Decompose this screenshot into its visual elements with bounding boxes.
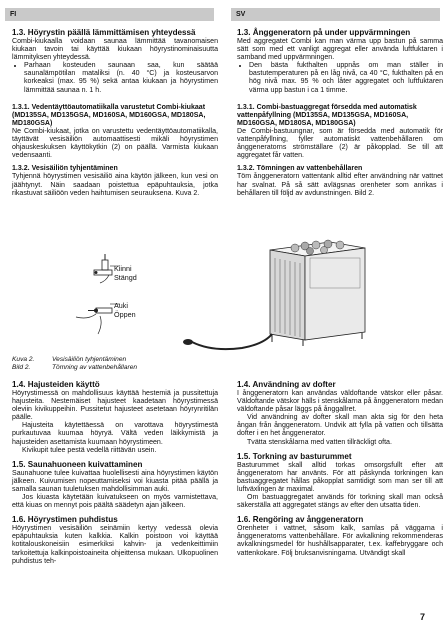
caption-sv-text: Tömning av vattenbehållaren [52,363,138,371]
label-closed-sv: Stängd [114,272,137,282]
label-open [114,302,136,319]
section-1-4-text2-sv: Vid användning av dofter skall man akta sig för den heta ångan från ånggeneratorn. Undvik att fylla på vatten och tillsätta dofter i en het ånggenerator. [237,414,443,438]
caption-fi-text: Vesisäiliön tyhjentäminen [52,356,127,363]
language-tab-fi-label: FI [10,11,17,18]
section-1-5-text2-sv: Om bastuaggregatet används för torkning skall man också säkerställa att aggregatet stängs av efter den utsatta tiden. [237,494,443,510]
swedish-column-upper [237,28,443,198]
finnish-column-lower [12,380,218,566]
section-1-4-text1-sv: I ånggeneratorn kan användas väldoftande vätskor eller påsar. Väldoftande vätskor hälls i stenskålarna på ånggeneratorn medan väldoftande påsar läggs på ånggallret. [237,390,443,414]
caption-fi-label: Kuva 2. [12,356,35,363]
section-1-4-text2-fi: Hajusteita käytettäessä on varottava höyrystimestä purkautuvaa kuumaa höyryä. Vältä veden läikkymistä ja hajusteiden asettamista kuumaan höyrystimeen. [12,422,218,446]
language-tab-fi [5,8,214,21]
figure-caption [12,356,137,371]
label-closed-fi: Kiinni [114,264,132,273]
section-1-3-text-sv: Med aggregatet Combi kan man värma upp bastun på samma sätt som med ett vanligt aggregat eller använda luftfuktaren i samband med uppvärmningen. [237,38,443,62]
finnish-column-upper [12,28,218,198]
section-1-3-1-title-fi: 1.3.1. Vedentäyttöautomatiikalla varustetut Combi-kiukaat (MD135SA, MD135GSA, MD160SA, MD160GSA, MD180SA, MD180GSA) [12,103,206,127]
valve-closed-icon [94,254,112,283]
section-1-6-title-fi: 1.6. Höyrystimen puhdistus [12,515,118,525]
section-1-4-text3-sv: Tvätta stenskålarna med vatten tillräckligt ofta. [247,438,392,446]
label-open-sv: Öppen [114,309,136,319]
valve-open-icon [76,308,112,334]
section-1-4-title-fi: 1.4. Hajusteiden käyttö [12,380,100,389]
caption-sv-label: Bild 2. [12,363,31,371]
language-tab-sv-label: SV [236,11,246,18]
section-1-5-title-fi: 1.5. Saunahuoneen kuivattaminen [12,459,143,469]
section-1-3-bullet-fi: • Parhaan kosteuden saunaan saa, kun säätää saunalämpötilan mataliksi (n. 40 °C) ja kosteusarvon korkeaksi (max. 95 %) sekä antaa kiukaan ja höyrystimen lämmittää saunaa n. 1 h. [24,62,218,94]
section-1-5-text1-sv: Basturummet skall alltid torkas omsorgsfullt efter att ånggeneratorn har använts. För att påskynda torkningen kan bastuaggregatet hållas påkopplat samtidigt som man ser till att luftväxlingen är maximal. [237,461,443,493]
section-1-3-title-sv: 1.3. Ånggeneratorn på under uppvärmningen [237,28,411,37]
language-tab-sv [231,8,440,21]
section-1-3-1-title-sv: 1.3.1. Combi-bastuaggregat försedda med automatisk vattenpåfyllning (MD135SA, MD135GSA, MD160SA, MD160GSA, MD180SA, MD180GSA) [237,103,417,127]
section-1-4-text1-fi: Höyrystimessä on mahdollisuus käyttää hestemiä ja pussitettuja hajusteita. Nestemäiset hajusteet kaadetaan höyrystimessä oleviin kivikuppeihin. Pussitetut hajusteet asetetaan höyrynritilän päälle. [12,390,218,422]
heater-drain-illustration [10,238,440,356]
section-1-3-list-fi [12,62,218,94]
section-1-3-2-text-fi: Tyhjennä höyrystimen vesisäiliö aina käytön jälkeen, kun vesi on jäähtynyt. Näin saadaan poistettua epäpuhtauksia, jotka rikastuvat säiliöön veden haihtumisen seurauksena. Kuva 2. [12,173,218,197]
section-1-5-text1-fi: Saunahuone tulee kuivattaa huolellisesti aina höyrystimen käytön jälkeen. Kuivumisen nopeuttamiseksi voi kiuasta pitää päällä ja samalla saunan tuuletuksen mahdollisimman auki. [12,469,218,493]
section-1-3-2-title-sv: 1.3.2. Tömningen av vattenbehållaren [237,165,363,173]
section-1-6-title-sv: 1.6. Rengöring av ånggeneratorn [237,515,364,525]
section-1-3-list-sv [237,62,443,94]
section-1-3-bullet-sv: • Den bästa fukthalten uppnås om man ställer in bastutemperaturen på en låg nivå, ca 40 °C, fukthalten på en hög nivå max. 95 % och låter aggregatet och luftfuktaren värma upp bastun i ca 1 timme. [249,62,443,94]
sauna-heater-icon [270,240,365,346]
label-open-fi: Auki [114,301,128,310]
section-1-5-title-sv: 1.5. Torkning av basturummet [237,451,352,461]
page-number: 7 [420,612,426,622]
section-1-6-text-sv: Orenheter i vattnet, såsom kalk, samlas på väggarna i ånggeneratorns vattenbehållare. För avkalkning rekommenderas avkalkningsmedel för hushållsapparater, t.ex. kaffebryggare och vattenkokare. Följ bruksanvisningarna. Utvändigt skall [237,525,443,557]
section-1-4-text3-fi: Kivikupit tulee pestä vedellä riittävän usein. [22,446,157,454]
section-1-3-title-fi: 1.3. Höyrystin päällä lämmittämisen yhteydessä [12,28,196,37]
section-1-3-2-title-fi: 1.3.2. Vesisäiliön tyhjentäminen [12,165,118,173]
label-closed [114,265,137,282]
swedish-column-lower [237,380,443,558]
section-1-3-1-text-fi: Ne Combi-kiukaat, jotka on varustettu vedentäyttöautomatiikalla, täyttävät vesisäiliön automaattisesti mikäli höyrystimen ohjauskeskuksen käyttökytkin (2) on päällä. Varmista kiukaan vedensaanti. [12,127,218,160]
section-1-6-text-fi: Höyrystimen vesisäiliön seinämiin kertyy vedessä olevia epäpuhtauksia kuten kalkkia. Kalkin poistoon voi käyttää kotitalouskoneisiin esimerkiksi kahvin- ja vedenkeittimiin tarkoitettuja kalkinpoistoaineita ohjeittensa mukaan. Ulkopuolinen puhdistus teh- [12,525,218,565]
section-1-3-1-text-sv: De Combi-bastuungnar, som är försedda med automatik för vattenpåfyllning, fyller automatiskt vattenbehållaren om ånggeneratorns strömställare (2) är påkopplad. Se till att aggregatet får vatten. [237,127,443,160]
section-1-5-text2-fi: Jos kiuasta käytetään kuivatukseen on myös varmistettava, että kiuas on mennyt pois päältä säädetyn ajan jälkeen. [12,494,218,510]
figure-2 [10,238,440,356]
drain-valve-icon [183,339,193,345]
section-1-4-title-sv: 1.4. Användning av dofter [237,380,336,389]
section-1-3-2-text-sv: Töm ånggeneratorn vattentank alltid efter användning när vattnet har svalnat. På så sätt avlägsnas orenheter som anrikas i behållaren till följd av avdunstningen. Bild 2. [237,173,443,197]
section-1-3-text-fi: Combi-kiukaalla voidaan saunaa lämmittää tavanomaisen kiukaan tavoin tai käyttää kiukaan höyrystinominaisuutta lämmityksen yhteydessä. [12,38,218,62]
